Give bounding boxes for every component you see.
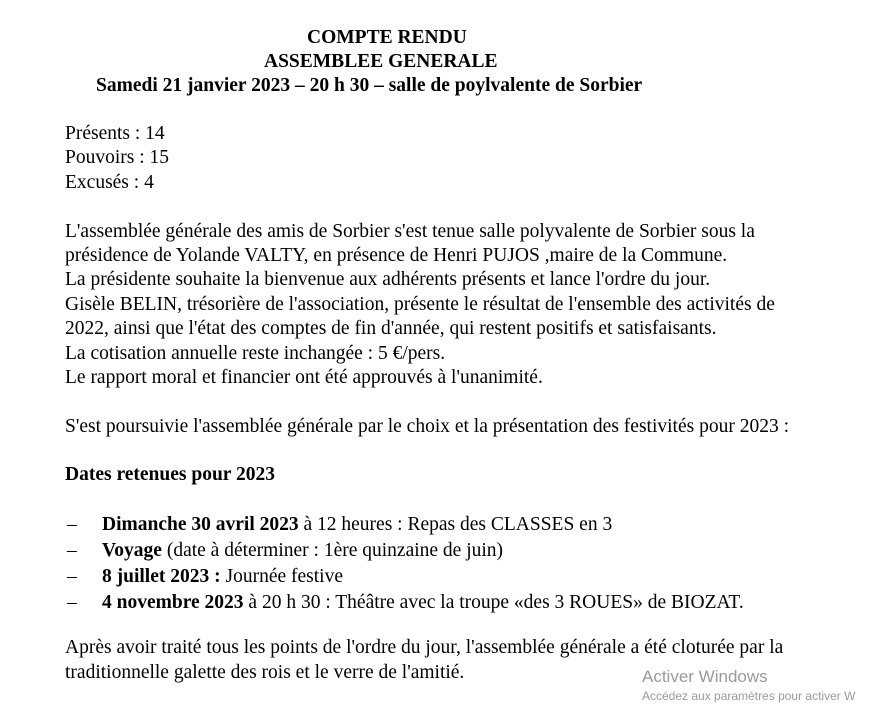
list-item	[65, 538, 885, 564]
list-item	[65, 564, 885, 590]
date-label: Voyage	[102, 540, 162, 562]
dash-bullet: –	[67, 514, 77, 536]
closing-line1: Après avoir traité tous les points de l'ordre du jour, l'assemblée générale a été cloturée par la	[65, 637, 784, 659]
list-item	[65, 590, 885, 616]
paragraph2: S'est poursuivie l'assemblée générale par le choix et la présentation des festivités pour 2023 :	[65, 415, 789, 437]
dash-bullet: –	[67, 566, 77, 588]
attendance-excuses: Excusés : 4	[65, 171, 154, 193]
watermark-subtitle: Accédez aux paramètres pour activer W	[642, 689, 856, 703]
watermark-title: Activer Windows	[642, 667, 768, 686]
blank-line	[65, 390, 885, 414]
date-detail: à 20 h 30 : Théâtre avec la troupe «des 3 ROUES» de BIOZAT.	[243, 592, 744, 614]
list-item	[65, 512, 885, 538]
date-label: 4 novembre 2023	[102, 592, 244, 614]
date-detail: Journée festive	[220, 566, 343, 588]
date-label: 8 juillet 2023 :	[102, 566, 221, 588]
blank-line	[65, 439, 885, 463]
paragraph1-line1: L'assemblée générale des amis de Sorbier s'est tenue salle polyvalente de Sorbier sous la	[65, 220, 755, 242]
paragraph1-line4: Gisèle BELIN, trésorière de l'association, présente le résultat de l'ensemble des activités de	[65, 293, 775, 315]
date-detail: (date à déterminer : 1ère quinzaine de juin)	[161, 540, 504, 562]
paragraph1-line7: Le rapport moral et financier ont été approuvés à l'unanimité.	[65, 366, 543, 388]
closing-line2: traditionnelle galette des rois et le verre de l'amitié.	[65, 661, 465, 683]
attendance-presents: Présents : 14	[65, 123, 165, 144]
document-body	[65, 122, 885, 685]
title-compte-rendu: COMPTE RENDU	[307, 27, 467, 48]
paragraph1-line2: présidence de Yolande VALTY, en présence de Henri PUJOS ,maire de la Commune.	[65, 244, 728, 266]
blank-line	[65, 488, 885, 512]
attendance-pouvoirs: Pouvoirs : 15	[65, 147, 170, 169]
dash-bullet: –	[67, 540, 77, 562]
title-assemblee-generale: ASSEMBLEE GENERALE	[264, 51, 498, 72]
blank-line	[65, 616, 885, 636]
dates-heading: Dates retenues pour 2023	[65, 464, 275, 486]
date-label: Dimanche 30 avril 2023	[102, 514, 299, 536]
dash-bullet: –	[67, 592, 77, 614]
windows-activation-watermark	[642, 666, 855, 704]
paragraph1-line5: 2022, ainsi que l'état des comptes de fin d'année, qui restent positifs et satisfaisants.	[65, 318, 717, 340]
paragraph1-line3: La présidente souhaite la bienvenue aux adhérents présents et lance l'ordre du jour.	[65, 269, 711, 291]
title-date-location: Samedi 21 janvier 2023 – 20 h 30 – salle de poylvalente de Sorbier	[96, 75, 643, 96]
paragraph1-line6: La cotisation annuelle reste inchangée : 5 €/pers.	[65, 342, 446, 364]
date-detail: à 12 heures : Repas des CLASSES en 3	[298, 514, 613, 536]
blank-line	[65, 195, 885, 219]
dates-list	[65, 512, 885, 616]
